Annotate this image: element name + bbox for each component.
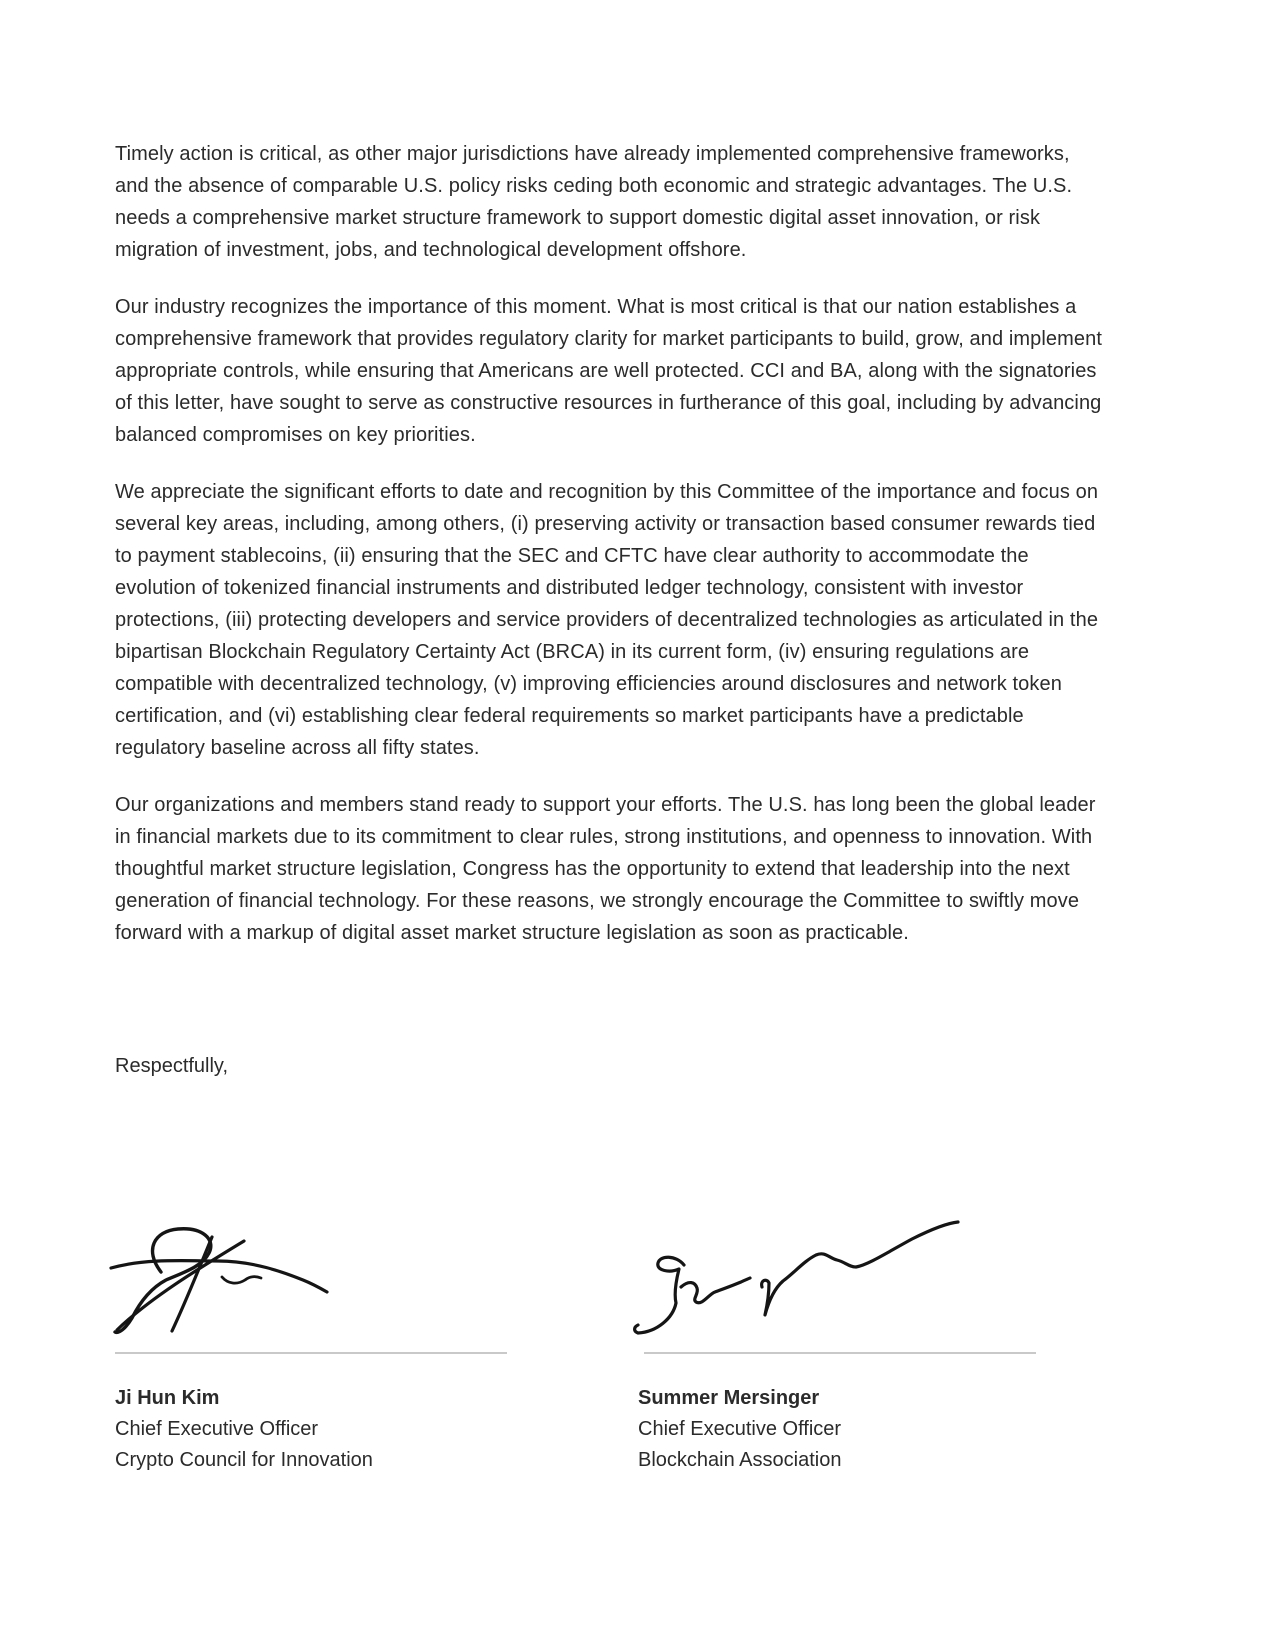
signature-line: [115, 1352, 507, 1354]
signer-org: Blockchain Association: [638, 1449, 842, 1471]
signer-name: Ji Hun Kim: [115, 1387, 220, 1409]
letter-body: [115, 138, 1105, 974]
signer-block-summer-mersinger: [638, 1383, 1108, 1476]
signer-name: Summer Mersinger: [638, 1387, 820, 1409]
signer-block-ji-hun-kim: [115, 1383, 585, 1476]
letter-paragraph: Timely action is critical, as other major jurisdictions have already implemented comprehensive frameworks, and the absence of comparable U.S. policy risks ceding both economic and strategic advantages. The U.S. needs a comprehensive market structure framework to support domestic digital asset innovation, or risk migration of investment, jobs, and technological development offshore.: [115, 143, 1073, 261]
signature-summer-mersinger-image: [626, 1182, 971, 1352]
letter-paragraph: Our industry recognizes the importance of this moment. What is most critical is that our nation establishes a comprehensive framework that provides regulatory clarity for market participants to build, grow, and implement appropriate controls, while ensuring that Americans are well protected. CCI and BA, along with the signatories of this letter, have sought to serve as constructive resources in furtherance of this goal, including by advancing balanced compromises on key priorities.: [115, 296, 1102, 446]
signature-line: [644, 1352, 1036, 1354]
letter-paragraph: We appreciate the significant efforts to date and recognition by this Committee of the importance and focus on several key areas, including, among others, (i) preserving activity or transaction based consumer rewards tied to payment stablecoins, (ii) ensuring that the SEC and CFTC have clear authority to accommodate the evolution of tokenized financial instruments and distributed ledger technology, consistent with investor protections, (iii) protecting developers and service providers of decentralized technologies as articulated in the bipartisan Blockchain Regulatory Certainty Act (BRCA) in its current form, (iv) ensuring regulations are compatible with decentralized technology, (v) improving efficiencies around disclosures and network token certification, and (vi) establishing clear federal requirements so market participants have a predictable regulatory baseline across all fifty states.: [115, 481, 1099, 759]
signoff-text: Respectfully,: [115, 1055, 229, 1077]
signer-title: Chief Executive Officer: [638, 1418, 842, 1440]
signer-org: Crypto Council for Innovation: [115, 1449, 373, 1471]
signer-title: Chief Executive Officer: [115, 1418, 319, 1440]
handwritten-signature-icon: [626, 1182, 971, 1347]
signature-ji-hun-kim-image: [106, 1220, 341, 1355]
letter-paragraph: Our organizations and members stand ready to support your efforts. The U.S. has long been the global leader in financial markets due to its commitment to clear rules, strong institutions, and openness to innovation. With thoughtful market structure legislation, Congress has the opportunity to extend that leadership into the next generation of financial technology. For these reasons, we strongly encourage the Committee to swiftly move forward with a markup of digital asset market structure legislation as soon as practicable.: [115, 794, 1096, 944]
handwritten-signature-icon: [106, 1220, 341, 1350]
